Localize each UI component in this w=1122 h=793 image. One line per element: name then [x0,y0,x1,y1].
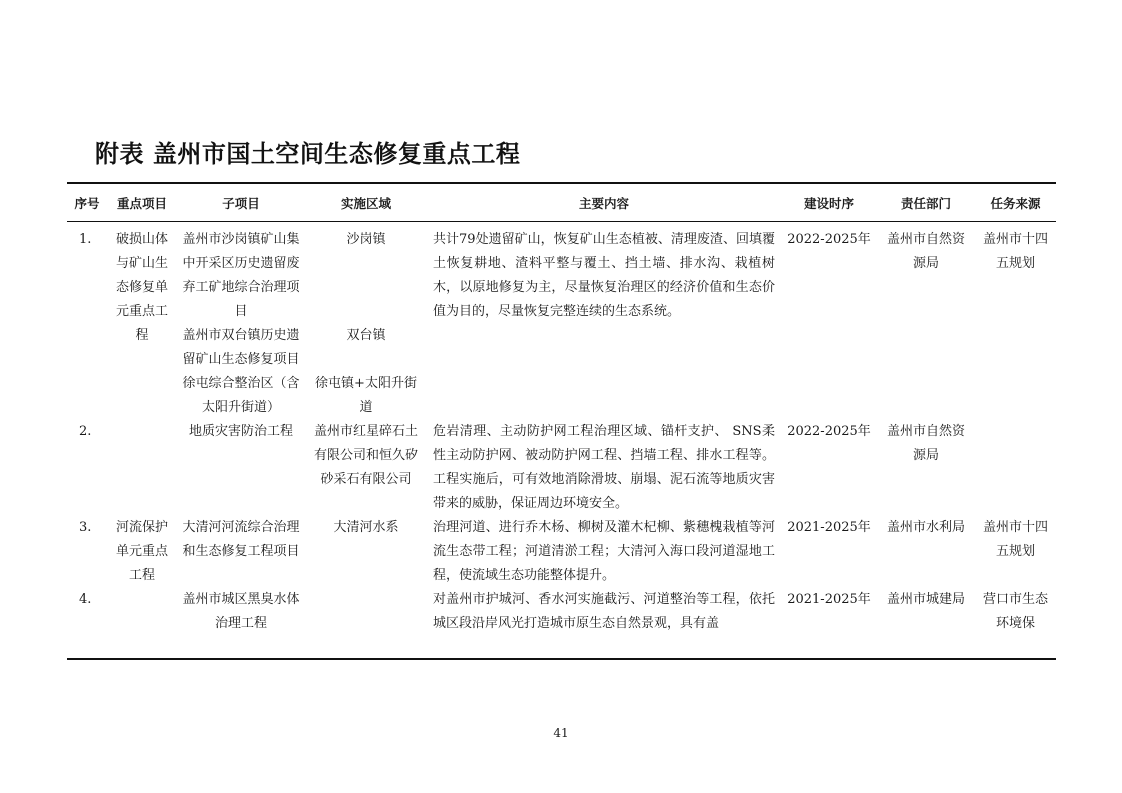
header-subproject: 子项目 [177,184,305,222]
header-dept: 责任部门 [877,184,975,222]
projects-table-container [67,182,1056,660]
row-source: 盖州市十四五规划 [982,520,1048,559]
header-source: 任务来源 [975,184,1056,222]
row-subproject: 徐屯综合整治区（含太阳升街道） [182,376,300,415]
row-dept: 盖州市自然资源局 [886,424,965,463]
row-area [305,588,427,636]
row-period: 2021-2025年 [787,592,871,607]
row-subproject: 盖州市双台镇历史遗留矿山生态修复项目 [182,328,300,367]
header-project: 重点项目 [107,184,177,222]
table-row [67,588,1056,636]
header-period: 建设时序 [781,184,877,222]
row-area: 盖州市红星碎石土有限公司和恒久矽砂采石有限公司 [313,424,418,487]
page-title: 附表 盖州市国土空间生态修复重点工程 [95,140,521,168]
row-period: 2022-2025年 [787,424,871,439]
header-num: 序号 [67,184,107,222]
row-num: 1. [79,232,92,247]
row-subproject: 地质灾害防治工程 [188,424,293,439]
row-num: 2. [79,424,92,439]
row-subproject: 大清河河流综合治理和生态修复工程项目 [182,520,300,559]
row-source: 盖州市十四五规划 [982,232,1048,271]
row-num: 3. [79,520,92,535]
row-num: 4. [79,592,92,607]
row-source: 营口市生态环境保 [982,592,1048,631]
table-header-row [67,184,1056,222]
row-content: 治理河道、进行乔木杨、柳树及灌木杞柳、紫穗槐栽植等河流生态带工程；河道清淤工程；大清河入海口段河道湿地工程，使流域生态功能整体提升。 [433,520,775,583]
row-area: 徐屯镇+太阳升街道 [315,376,417,415]
table-row [67,420,1056,516]
row-project: 河流保护单元重点工程 [115,520,168,583]
row-period: 2022-2025年 [787,232,871,247]
row-period: 2021-2025年 [787,520,871,535]
row-content: 危岩清理、主动防护网工程治理区域、锚杆支护、 SNS柔性主动防护网、被动防护网工程、挡墙工程、排水工程等。工程实施后，可有效地消除滑坡、崩塌、泥石流等地质灾害带来的威胁，保证周边环境安全。 [433,424,775,511]
table-row [67,222,1056,325]
row-area: 沙岗镇 [346,232,386,247]
table-row [67,516,1056,588]
row-subproject: 盖州市城区黑臭水体治理工程 [182,592,300,631]
header-content: 主要内容 [427,184,781,222]
row-area: 双台镇 [346,328,386,343]
row-project: 破损山体与矿山生态修复单元重点工程 [115,232,168,343]
row-content: 共计79处遗留矿山，恢复矿山生态植被、清理废渣、回填覆土恢复耕地、渣料平整与覆土、挡土墙、排水沟、栽植树木，以原地修复为主，尽量恢复治理区的经济价值和生态价值为目的，尽量恢复完整连续的生态系统。 [433,232,775,319]
row-dept: 盖州市自然资源局 [886,232,965,271]
header-area: 实施区域 [305,184,427,222]
row-content: 对盖州市护城河、香水河实施截污、河道整治等工程，依托城区段沿岸风光打造城市原生态自然景观，具有盖 [433,592,775,631]
projects-table [67,184,1056,636]
row-dept: 盖州市城建局 [886,592,965,607]
row-subproject: 盖州市沙岗镇矿山集中开采区历史遗留废弃工矿地综合治理项目 [182,232,300,319]
row-area: 大清河水系 [333,520,399,535]
row-project [107,588,177,636]
row-dept: 盖州市水利局 [886,520,965,535]
page-number: 41 [553,726,569,740]
